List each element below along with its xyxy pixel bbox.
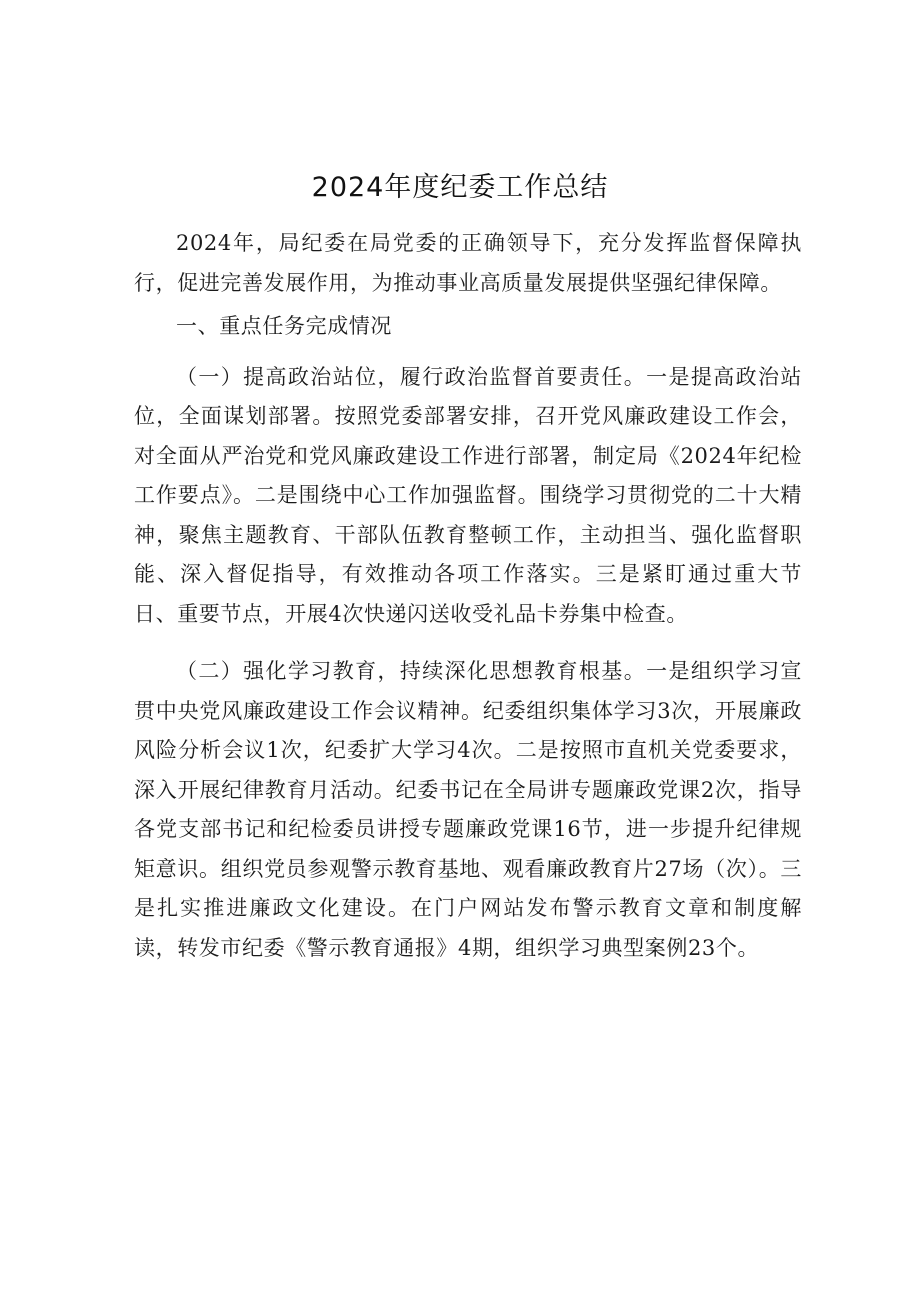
document-body <box>134 224 802 968</box>
section-heading: 一、重点任务完成情况 <box>176 314 392 338</box>
document-title: 2024年度纪委工作总结 <box>311 172 609 203</box>
intro-paragraph: 2024年，局纪委在局党委的正确领导下，充分发挥监督保障执行，促进完善发展作用，为推动事业高质量发展提供坚强纪律保障。 <box>134 231 802 295</box>
paragraph-study-education: （二）强化学习教育，持续深化思想教育根基。一是组织学习宣贯中央党风廉政建设工作会议精神。纪委组织集体学习3次，开展廉政风险分析会议1次，纪委扩大学习4次。二是按照市直机关党委要求，深入开展纪律教育月活动。纪委书记在全局讲专题廉政党课2次，指导各党支部书记和纪检委员讲授专题廉政党课16节，进一步提升纪律规矩意识。组织党员参观警示教育基地、观看廉政教育片27场（次）。三是扎实推进廉政文化建设。在门户网站发布警示教育文章和制度解读，转发市纪委《警示教育通报》4期，组织学习典型案例23个。 <box>134 659 802 960</box>
paragraph-political-supervision: （一）提高政治站位，履行政治监督首要责任。一是提高政治站位，全面谋划部署。按照党委部署安排，召开党风廉政建设工作会，对全面从严治党和党风廉政建设工作进行部署，制定局《2024年纪检工作要点》。二是围绕中心工作加强监督。围绕学习贯彻党的二十大精神，聚焦主题教育、干部队伍教育整顿工作，主动担当、强化监督职能、深入督促指导，有效推动各项工作落实。三是紧盯通过重大节日、重要节点，开展4次快递闪送收受礼品卡券集中检查。 <box>134 364 802 626</box>
